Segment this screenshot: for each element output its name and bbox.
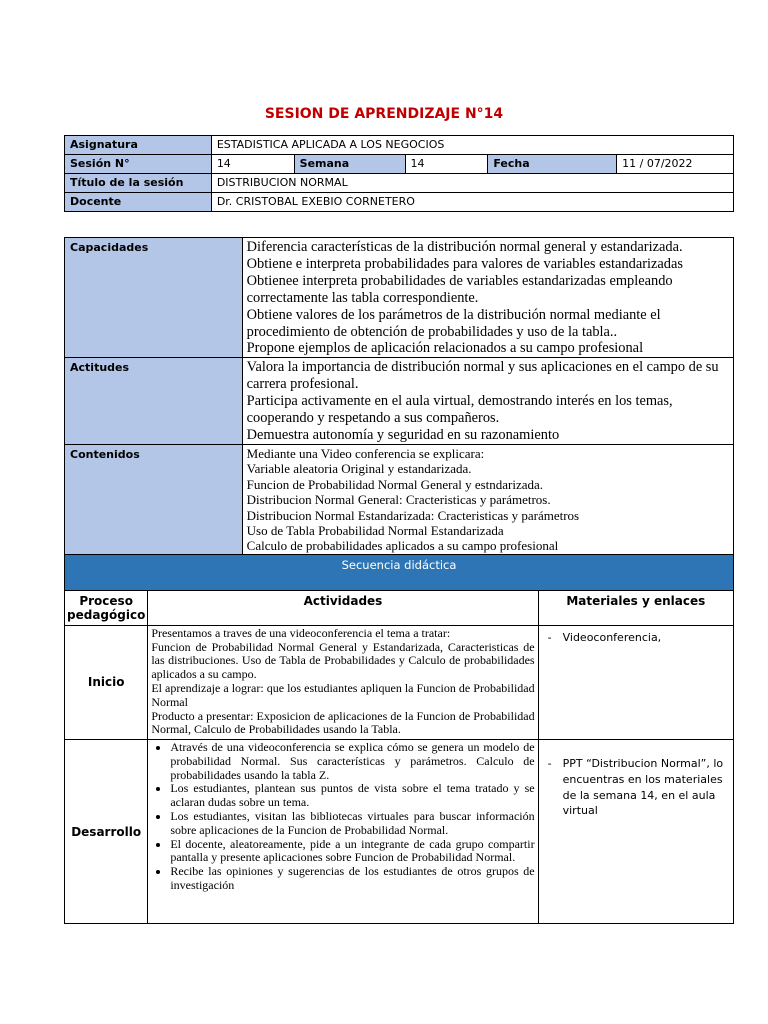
docente-label: Docente	[65, 193, 212, 212]
inicio-activities	[148, 625, 538, 739]
contenidos-label: Contenidos	[65, 444, 243, 554]
capacidad-line: Diferencia características de la distribución normal general y estandarizada.	[246, 239, 683, 255]
inicio-paragraph: Funcion de Probabilidad Normal General y Estandarizada, Caracteristicas de las distribuciones. Uso de Tabla de Probabilidades y Calculo de probabilidades aplicados a su campo.	[151, 639, 535, 682]
actitudes-label: Actitudes	[65, 358, 243, 445]
contenido-line: Distribucion Normal General: Cracteristicas y parámetros.	[246, 492, 551, 508]
desarrollo-materials	[538, 740, 733, 924]
contenidos-content	[242, 444, 733, 554]
inicio-material-item: - Videoconferencia,	[545, 630, 727, 646]
materiales-header: Materiales y enlaces	[538, 590, 733, 625]
titulo-value: DISTRIBUCION NORMAL	[211, 174, 733, 193]
desarrollo-bullet: • Recibe las opiniones y sugerencias de los estudiantes de otros grupos de investigación	[170, 865, 534, 893]
actividades-header: Actividades	[148, 590, 538, 625]
desarrollo-bullet: • Los estudiantes, visitan las bibliotecas virtuales para buscar información sobre aplicaciones de la Funcion de Probabilidad Normal.	[170, 810, 534, 838]
actitud-line: Demuestra autonomía y seguridad en su razonamiento	[246, 426, 560, 443]
desarrollo-bullet: • Los estudiantes, plantean sus puntos de vista sobre el tema tratado y se aclaran dudas sobre un tema.	[170, 782, 534, 810]
capacidad-line: Obtienee interpreta probabilidades de variables estandarizadas empleando correctamente las tabla correspondiente.	[246, 272, 673, 306]
contenido-line: Mediante una Video conferencia se explicara:	[246, 445, 485, 461]
fecha-label: Fecha	[488, 155, 617, 174]
secuencia-didactica-header: Secuencia didáctica	[65, 554, 734, 590]
capacidades-content	[242, 238, 733, 358]
titulo-label: Título de la sesión	[65, 174, 212, 193]
desarrollo-label: Desarrollo	[65, 740, 148, 924]
contenido-line: Uso de Tabla Probabilidad Normal Estandarizada	[246, 522, 504, 538]
capacidades-label: Capacidades	[65, 238, 243, 358]
capacidad-line: Propone ejemplos de aplicación relacionados a su campo profesional	[246, 340, 644, 357]
contenido-line: Variable aleatoria Original y estandarizada.	[246, 461, 472, 477]
contenido-line: Calculo de probabilidades aplicados a su campo profesional	[246, 538, 559, 554]
desarrollo-bullet: • El docente, aleatoreamente, pide a un integrante de cada grupo compartir pantalla y presente aplicaciones sobre Funcion de Probabilidad Normal.	[170, 838, 534, 866]
asignatura-value: ESTADISTICA APLICADA A LOS NEGOCIOS	[211, 136, 733, 155]
capacidad-line: Obtiene valores de los parámetros de la distribución normal mediante el procedimiento de obtención de probabilidades y uso de la tabla..	[246, 306, 661, 340]
proceso-header: Proceso pedagógico	[65, 590, 148, 625]
learning-session-table	[64, 237, 734, 924]
inicio-label: Inicio	[65, 625, 148, 739]
page-title: SESION DE APRENDIZAJE N°14	[264, 106, 504, 122]
inicio-paragraph: El aprendizaje a lograr: que los estudiantes apliquen la Funcion de Probabilidad Normal	[151, 680, 535, 709]
inicio-paragraph: Presentamos a traves de una videoconferencia el tema a tratar:	[151, 625, 451, 640]
contenido-line: Funcion de Probabilidad Normal General y estndarizada.	[246, 476, 544, 492]
docente-value: Dr. CRISTOBAL EXEBIO CORNETERO	[211, 193, 733, 212]
desarrollo-material-item: - PPT “Distribucion Normal”, lo encuentras en los materiales de la semana 14, en el aula virtual	[545, 756, 727, 819]
inicio-paragraph: Producto a presentar: Exposicion de aplicaciones de la Funcion de Probabilidad Normal, Calculo de Probabilidades usando la Tabla.	[151, 708, 535, 737]
desarrollo-bullet: • Através de una videoconferencia se explica cómo se genera un modelo de probabilidad Normal. Sus características y parámetros. Calculo de probabilidades usando la tabla Z.	[170, 741, 534, 782]
fecha-value: 11 / 07/2022	[617, 155, 734, 174]
inicio-materials	[538, 625, 733, 739]
semana-value: 14	[405, 155, 488, 174]
actitud-line: Valora la importancia de distribución normal y sus aplicaciones en el campo de su carrera profesional.	[246, 359, 719, 393]
asignatura-label: Asignatura	[65, 136, 212, 155]
sesion-value: 14	[211, 155, 294, 174]
contenido-line: Distribucion Normal Estandarizada: Cracteristicas y parámetros	[246, 507, 580, 523]
session-info-table	[64, 135, 734, 212]
semana-label: Semana	[294, 155, 405, 174]
sesion-label: Sesión N°	[65, 155, 212, 174]
capacidad-line: Obtiene e interpreta probabilidades para valores de variables estandarizadas	[246, 255, 683, 272]
desarrollo-activities	[148, 740, 538, 924]
actitudes-content	[242, 358, 733, 445]
actitud-line: Participa activamente en el aula virtual, demostrando interés en los temas, cooperando y respetando a sus compañeros.	[246, 393, 673, 427]
